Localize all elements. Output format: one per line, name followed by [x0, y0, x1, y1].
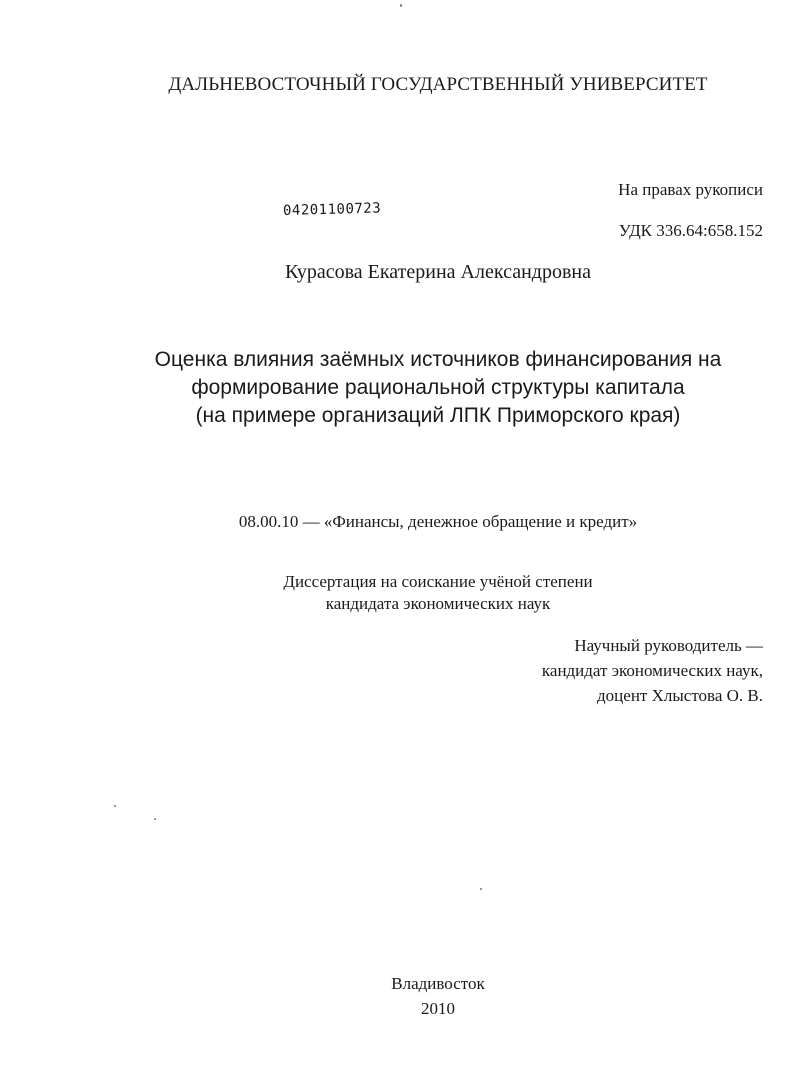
- scan-speck: [154, 818, 156, 820]
- scan-speck: [400, 4, 402, 7]
- specialty-code: 08.00.10 — «Финансы, денежное обращение и кредит»: [238, 512, 638, 531]
- year: 2010: [421, 999, 455, 1018]
- scan-speck: [480, 888, 482, 890]
- supervisor-block: [542, 633, 763, 708]
- degree-statement: [0, 571, 797, 615]
- udk-code: УДК 336.64:658.152: [618, 221, 763, 240]
- supervisor-line: кандидат экономических наук,: [541, 661, 763, 680]
- city: Владивосток: [391, 974, 485, 993]
- supervisor-line: доцент Хлыстова О. В.: [597, 686, 763, 705]
- footer-block: [0, 971, 797, 1021]
- dissertation-title: [0, 346, 797, 430]
- title-line: Оценка влияния заёмных источников финансирования на: [154, 348, 722, 371]
- author-name: Курасова Екатерина Александровна: [285, 261, 591, 283]
- scan-speck: [114, 805, 116, 807]
- title-line: (на примере организаций ЛПК Приморского края): [195, 404, 681, 427]
- university-name: ДАЛЬНЕВОСТОЧНЫЙ ГОСУДАРСТВЕННЫЙ УНИВЕРСИТЕТ: [168, 74, 708, 95]
- library-stamp-number: 04201100723: [282, 200, 382, 219]
- title-line: формирование рациональной структуры капитала: [191, 376, 685, 399]
- supervisor-line: Научный руководитель —: [574, 636, 763, 655]
- degree-line: Диссертация на соискание учёной степени: [283, 572, 593, 591]
- manuscript-rights-note: На правах рукописи: [618, 180, 763, 199]
- degree-line: кандидата экономических наук: [325, 594, 551, 613]
